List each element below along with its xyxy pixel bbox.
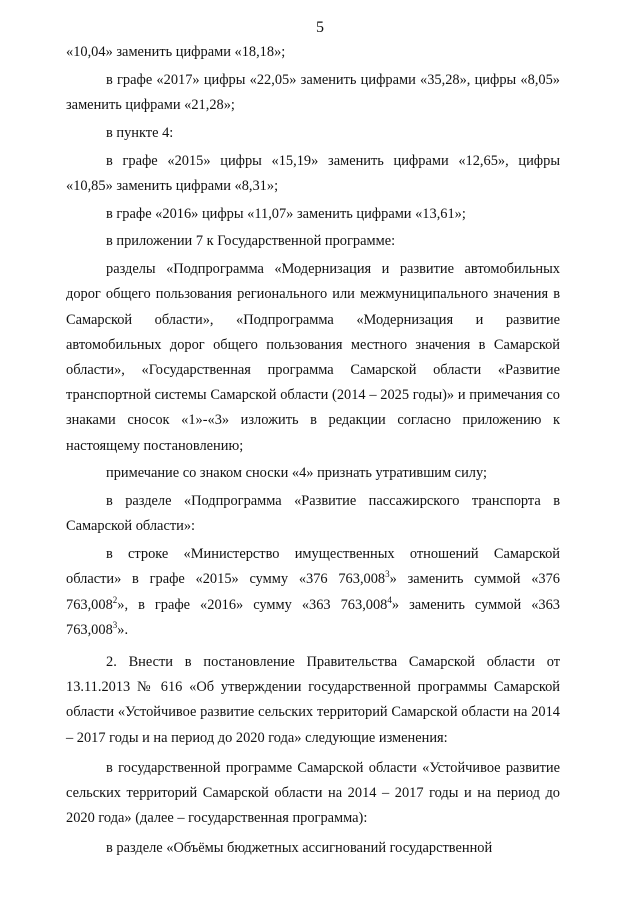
paragraph-6: в приложении 7 к Государственной программе: bbox=[106, 233, 396, 250]
paragraph-10 bbox=[66, 542, 560, 643]
paragraph-10-text-5: ». bbox=[117, 621, 129, 638]
paragraph-1: «10,04» заменить цифрами «18,18»; bbox=[66, 44, 286, 60]
footnote-marker: 3 bbox=[112, 619, 118, 630]
paragraph-10-text-3: », в графе «2016» сумму «363 763,008 bbox=[117, 596, 388, 613]
footnote-marker: 2 bbox=[112, 594, 118, 605]
paragraph-5: в графе «2016» цифры «11,07» заменить цифрами «13,61»; bbox=[106, 205, 466, 222]
paragraph-7: разделы «Подпрограмма «Модернизация и развитие автомобильных дорог общего пользования регионального или межмуниципального значения в Самарской области», «Подпрограмма «Модернизация и развитие автомобильных дорог общего пользования местного значения в Самарской области», «Государственная программа Самарской области «Развитие транспортной системы Самарской области (2014 – 2025 годы)» и примечания со знаками сносок «1»-«3» изложить в редакции согласно приложению к настоящему постановлению; bbox=[66, 261, 560, 454]
paragraph-2: в графе «2017» цифры «22,05» заменить цифрами «35,28», цифры «8,05» заменить цифрами «21,28»; bbox=[66, 71, 560, 113]
paragraph-9: в разделе «Подпрограмма «Развитие пассажирского транспорта в Самарской области»: bbox=[66, 493, 560, 535]
paragraph-4: в графе «2015» цифры «15,19» заменить цифрами «12,65», цифры «10,85» заменить цифрами «8,31»; bbox=[66, 152, 560, 194]
paragraph-10-text-4: » заменить суммой «363 763,008 bbox=[66, 596, 560, 638]
footnote-marker: 4 bbox=[387, 594, 392, 605]
paragraph-13: в разделе «Объёмы бюджетных ассигнований государственной bbox=[106, 840, 493, 857]
paragraph-10-text-1: в строке «Министерство имущественных отношений Самарской области» в графе «2015» сумму «376 763,008 bbox=[66, 546, 560, 588]
document-body bbox=[66, 40, 560, 862]
paragraph-3: в пункте 4: bbox=[106, 124, 174, 141]
paragraph-8: примечание со знаком сноски «4» признать утратившим силу; bbox=[106, 465, 487, 482]
paragraph-10-text-2: » заменить суммой «376 763,008 bbox=[66, 571, 561, 613]
paragraph-12: в государственной программе Самарской области «Устойчивое развитие сельских территорий Самарской области на 2014 – 2017 годы и на период до 2020 года» (далее – государственная программа): bbox=[66, 759, 560, 827]
footnote-marker: 3 bbox=[385, 569, 390, 580]
paragraph-11: 2. Внести в постановление Правительства Самарской области от 13.11.2013 № 616 «Об утверждении государственной программы Самарской области «Устойчивое развитие сельских территорий Самарской области на 2014 – 2017 годы и на период до 2020 года» следующие изменения: bbox=[66, 654, 560, 746]
page-number: 5 bbox=[316, 19, 324, 36]
